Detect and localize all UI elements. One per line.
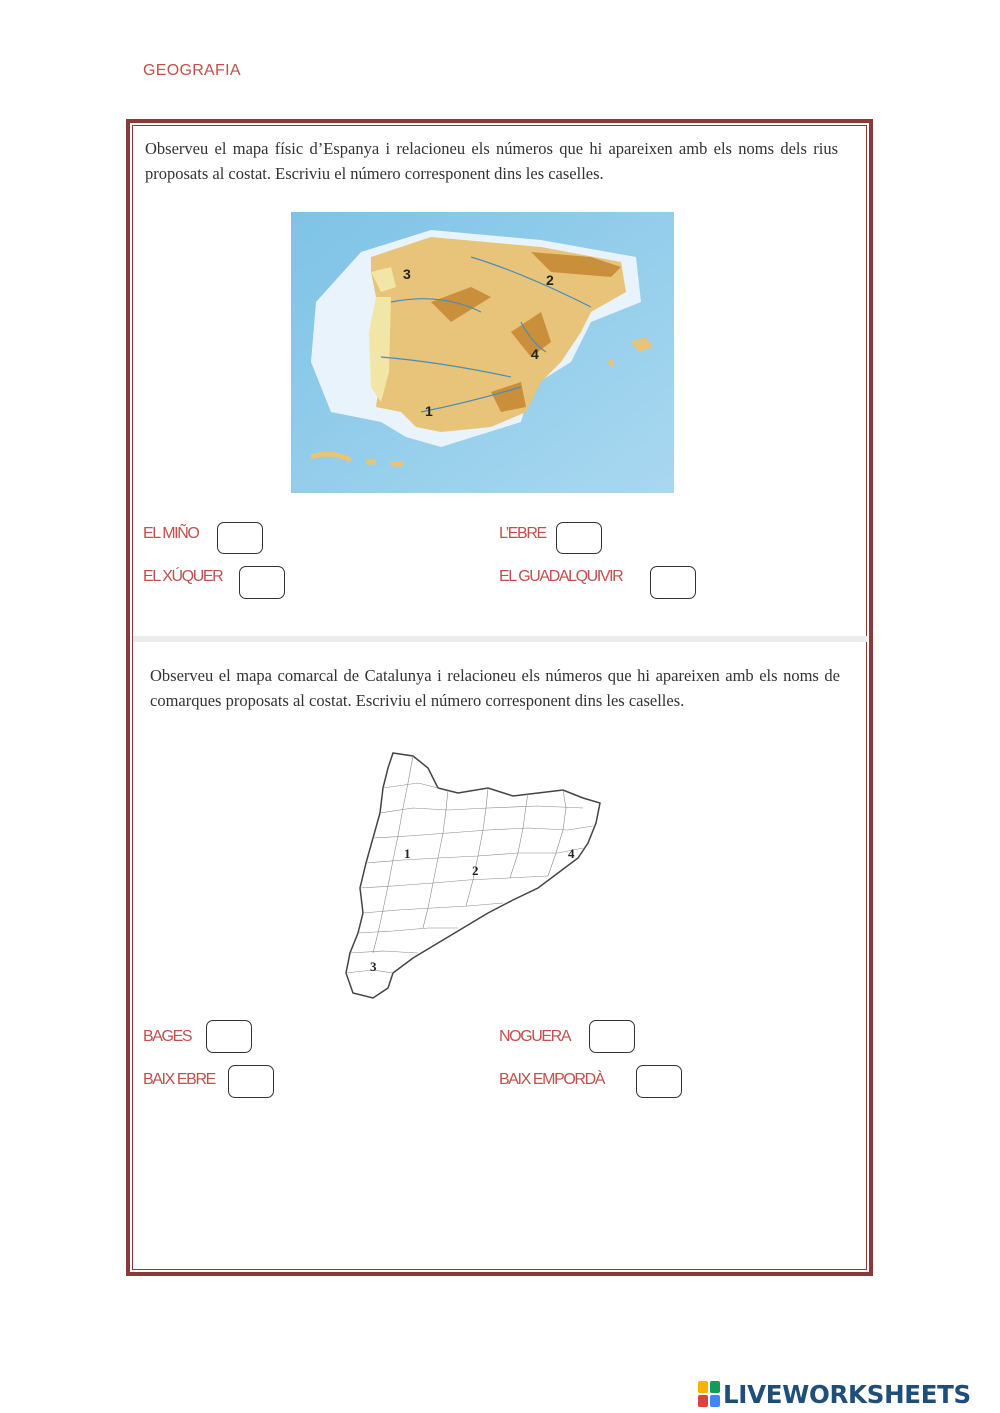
answer-input-bages[interactable] bbox=[206, 1020, 252, 1053]
answer-input-baix-emporda[interactable] bbox=[636, 1065, 682, 1098]
liveworksheets-logo-icon bbox=[698, 1381, 720, 1407]
answer-input-minho[interactable] bbox=[217, 522, 263, 554]
map-number: 2 bbox=[546, 272, 554, 288]
river-label-ebre: L’EBRE bbox=[499, 525, 546, 542]
comarca-label-baix-emporda: BAIX EMPORDÀ bbox=[499, 1071, 605, 1088]
river-label-guadalquivir: EL GUADALQUIVIR bbox=[499, 568, 623, 585]
comarca-label-baix-ebre: BAIX EBRE bbox=[143, 1071, 215, 1088]
map-number: 3 bbox=[403, 266, 411, 282]
river-label-minho: EL MIÑO bbox=[143, 525, 199, 542]
answer-input-ebre[interactable] bbox=[556, 522, 602, 554]
comarca-label-bages: BAGES bbox=[143, 1028, 192, 1045]
comarca-label-noguera: NOGUERA bbox=[499, 1028, 571, 1045]
river-label-xuquer: EL XÚQUER bbox=[143, 568, 223, 585]
map-number: 1 bbox=[404, 846, 411, 861]
spain-physical-map bbox=[291, 212, 674, 493]
page-header: GEOGRAFIA bbox=[143, 62, 241, 79]
logo-text: LIVEWORKSHEETS bbox=[723, 1379, 971, 1409]
map-number: 1 bbox=[425, 403, 433, 419]
answer-input-baix-ebre[interactable] bbox=[228, 1065, 274, 1098]
answer-input-xuquer[interactable] bbox=[239, 566, 285, 599]
map-number: 4 bbox=[568, 846, 575, 861]
exercise2-instruction: Observeu el mapa comarcal de Catalunya i relacioneu els números que hi apareixen amb els noms de comarques proposats al costat. Escriviu el número corresponent dins les caselles. bbox=[150, 666, 840, 710]
section-divider bbox=[133, 636, 867, 642]
map-number: 3 bbox=[370, 959, 377, 974]
answer-input-noguera[interactable] bbox=[589, 1020, 635, 1053]
exercise1-instruction: Observeu el mapa físic d’Espanya i relacioneu els números que hi apareixen amb els noms dels rius proposats al costat. Escriviu el número corresponent dins les caselles. bbox=[145, 139, 838, 183]
map-number: 2 bbox=[472, 863, 479, 878]
answer-input-guadalquivir[interactable] bbox=[650, 566, 696, 599]
map-number: 4 bbox=[531, 346, 539, 362]
catalonia-comarques-map bbox=[338, 748, 608, 1003]
liveworksheets-logo bbox=[698, 1377, 971, 1411]
